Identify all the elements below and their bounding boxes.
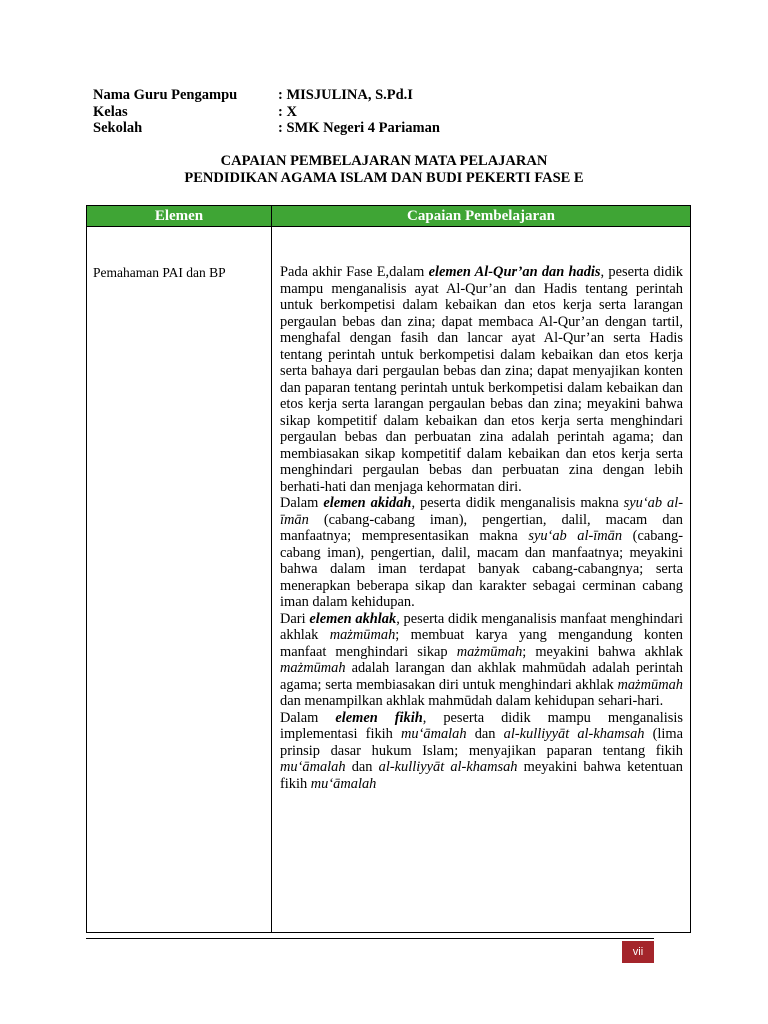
header-elemen: Elemen [87,206,272,227]
learning-outcomes-table [86,205,691,933]
title-line-2: PENDIDIKAN AGAMA ISLAM DAN BUDI PEKERTI FASE E [184,170,584,186]
table-header-row [87,206,691,227]
table-row [87,227,691,933]
outcome-cell [272,227,691,933]
document-title [0,153,768,187]
paragraph-fikih: Dalam elemen fikih, peserta didik mampu menganalisis implementasi fikih mu‘āmalah dan al-kulliyyāt al-khamsah (lima prinsip dasar hukum Islam; menyajikan paparan tentang fikih mu‘āmalah dan al-kulliyyāt al-khamsah meyakini bahwa ketentuan fikih mu‘āmalah [280,709,683,792]
outcome-text [280,264,683,932]
school-label: Sekolah [93,120,143,136]
class-row [93,104,440,121]
teacher-value: : MISJULINA, S.Pd.I [278,87,413,103]
paragraph-akidah: Dalam elemen akidah, peserta didik menganalisis makna syu‘ab al- īmān (cabang-cabang iman), pengertian, dalil, macam dan manfaatnya; mempresentasikan makna syu‘ab al-īmān (cabang-cabang iman), pengertian, dalil, macam dan manfaatnya; meyakini bahwa dalam iman terdapat banyak cabang-cabangnya; serta menerapkan beberapa sikap dan karakter sebagai cerminan cabang iman dalam kehidupan. [280,495,683,610]
header-capaian: Capaian Pembelajaran [272,206,691,227]
page-number-badge: vii [622,941,654,963]
class-value: : X [278,103,297,120]
teacher-info [93,87,440,137]
class-label: Kelas [93,103,128,120]
element-cell: Pemahaman PAI dan BP [87,227,272,933]
paragraph-quran-hadis: Pada akhir Fase E,dalam elemen Al-Qur’an dan hadis, peserta didik mampu menganalisis ayat Al-Qur’an dan Hadis tentang perintah untuk berkompetisi dalam kebaikan dan etos kerja serta larangan pergaulan bebas dan zina; dapat membaca Al-Qur’an dengan tartil, menghafal dengan fasih dan lancar ayat Al-Qur’an serta Hadis tentang perintah untuk berkompetisi dalam kebaikan dan etos kerja serta bahaya dari pergaulan bebas dan zina; dapat menyajikan konten dan paparan tentang perintah untuk berkompetisi dalam kebaikan dan etos kerja serta larangan pergaulan bebas dan zina; meyakini bahwa sikap kompetitif dalam kebaikan dan etos kerja serta menghindari pergaulan bebas dan perbuatan zina adalah perintah agama; dan membiasakan sikap kompetitif dalam kebaikan dan etos kerja serta menghindari pergaulan bebas dan perbuatan zina dengan lebih berhati-hati dan menjaga kehormatan diri. [280,264,683,495]
school-row [93,120,440,137]
title-line-1: CAPAIAN PEMBELAJARAN MATA PELAJARAN [220,153,548,169]
footer-divider [86,938,654,939]
teacher-label: Nama Guru Pengampu [93,87,238,103]
paragraph-akhlak: Dari elemen akhlak, peserta didik menganalisis manfaat menghindari akhlak mażmūmah; membuat karya yang mengandung konten manfaat menghindari sikap mażmūmah; meyakini bahwa akhlak mażmūmah adalah larangan dan akhlak mahmūdah adalah perintah agama; serta membiasakan diri untuk menghindari akhlak mażmūmah dan menampilkan akhlak mahmūdah dalam kehidupan sehari-hari. [280,610,683,709]
teacher-row [93,87,440,104]
school-value: : SMK Negeri 4 Pariaman [278,120,440,136]
